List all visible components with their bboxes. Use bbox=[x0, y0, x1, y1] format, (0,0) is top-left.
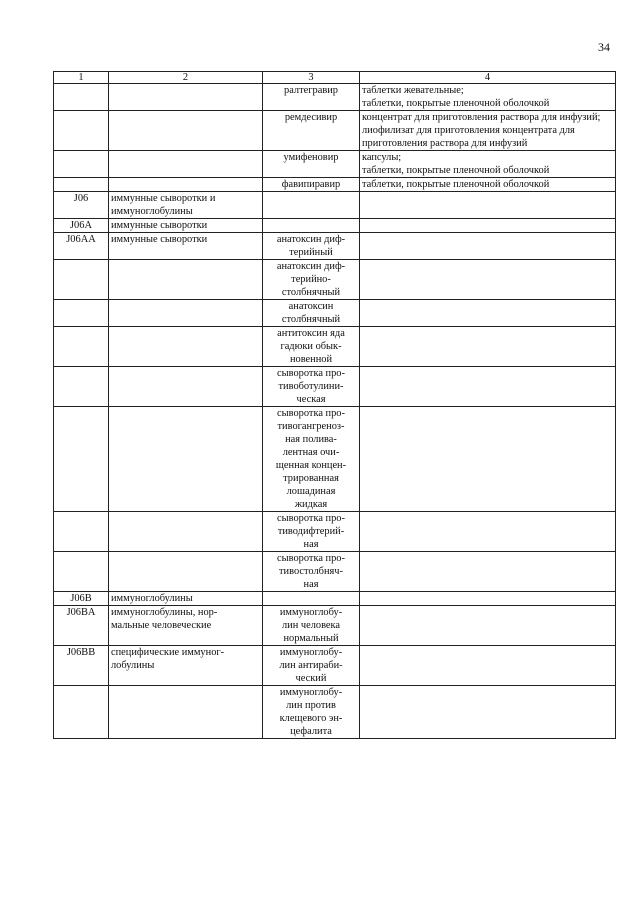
atc-code-cell: J06BA bbox=[54, 606, 109, 646]
drug-name-cell bbox=[263, 592, 360, 606]
anatomical-group-cell bbox=[109, 367, 263, 407]
header-cell-2: 2 bbox=[109, 72, 263, 84]
anatomical-group-cell bbox=[109, 151, 263, 178]
anatomical-group-cell bbox=[109, 552, 263, 592]
table-row bbox=[54, 606, 616, 646]
anatomical-group-cell bbox=[109, 686, 263, 739]
table-row bbox=[54, 512, 616, 552]
dosage-forms-cell: таблетки жевательные; таблетки, покрытые пленочной оболочкой bbox=[360, 84, 616, 111]
anatomical-group-cell bbox=[109, 300, 263, 327]
atc-code-cell: J06BB bbox=[54, 646, 109, 686]
dosage-forms-cell bbox=[360, 407, 616, 512]
medication-table bbox=[53, 71, 616, 739]
dosage-forms-cell bbox=[360, 260, 616, 300]
drug-name-cell: иммуноглобу- лин человека нормальный bbox=[263, 606, 360, 646]
atc-code-cell bbox=[54, 178, 109, 192]
anatomical-group-cell bbox=[109, 178, 263, 192]
atc-code-cell bbox=[54, 327, 109, 367]
atc-code-cell bbox=[54, 111, 109, 151]
table-row bbox=[54, 367, 616, 407]
drug-name-cell: иммуноглобу- лин против клещевого эн- цефалита bbox=[263, 686, 360, 739]
dosage-forms-cell: концентрат для приготовления раствора для инфузий; лиофилизат для приготовления концентрата для приготовления раствора для инфузий bbox=[360, 111, 616, 151]
dosage-forms-cell: таблетки, покрытые пленочной оболочкой bbox=[360, 178, 616, 192]
anatomical-group-cell bbox=[109, 111, 263, 151]
page-number: 34 bbox=[598, 40, 610, 54]
anatomical-group-cell bbox=[109, 512, 263, 552]
anatomical-group-cell: иммуноглобулины, нор- мальные человеческие bbox=[109, 606, 263, 646]
dosage-forms-cell bbox=[360, 219, 616, 233]
table-row bbox=[54, 219, 616, 233]
header-cell-4: 4 bbox=[360, 72, 616, 84]
dosage-forms-cell bbox=[360, 367, 616, 407]
drug-name-cell: анатоксин столбнячный bbox=[263, 300, 360, 327]
table-row bbox=[54, 592, 616, 606]
table-row bbox=[54, 111, 616, 151]
dosage-forms-cell bbox=[360, 606, 616, 646]
drug-name-cell: ралтегравир bbox=[263, 84, 360, 111]
dosage-forms-cell bbox=[360, 552, 616, 592]
atc-code-cell: J06AA bbox=[54, 233, 109, 260]
table-row bbox=[54, 192, 616, 219]
anatomical-group-cell bbox=[109, 407, 263, 512]
drug-name-cell: сыворотка про- тивоботулини- ческая bbox=[263, 367, 360, 407]
table-row bbox=[54, 84, 616, 111]
atc-code-cell: J06 bbox=[54, 192, 109, 219]
atc-code-cell bbox=[54, 84, 109, 111]
atc-code-cell bbox=[54, 151, 109, 178]
table-header-row bbox=[54, 72, 616, 84]
table-row bbox=[54, 407, 616, 512]
anatomical-group-cell: иммунные сыворотки bbox=[109, 219, 263, 233]
table-row bbox=[54, 233, 616, 260]
drug-name-cell: антитоксин яда гадюки обык- новенной bbox=[263, 327, 360, 367]
drug-name-cell bbox=[263, 219, 360, 233]
atc-code-cell: J06B bbox=[54, 592, 109, 606]
atc-code-cell bbox=[54, 367, 109, 407]
dosage-forms-cell bbox=[360, 300, 616, 327]
table-row bbox=[54, 151, 616, 178]
atc-code-cell bbox=[54, 686, 109, 739]
drug-name-cell: анатоксин диф- терийный bbox=[263, 233, 360, 260]
anatomical-group-cell bbox=[109, 327, 263, 367]
drug-name-cell bbox=[263, 192, 360, 219]
atc-code-cell bbox=[54, 407, 109, 512]
table-row bbox=[54, 686, 616, 739]
anatomical-group-cell: иммуноглобулины bbox=[109, 592, 263, 606]
table-row bbox=[54, 260, 616, 300]
table-row bbox=[54, 300, 616, 327]
atc-code-cell bbox=[54, 552, 109, 592]
dosage-forms-cell bbox=[360, 646, 616, 686]
drug-name-cell: умифеновир bbox=[263, 151, 360, 178]
atc-code-cell bbox=[54, 300, 109, 327]
anatomical-group-cell: специфические иммуног- лобулины bbox=[109, 646, 263, 686]
atc-code-cell bbox=[54, 512, 109, 552]
anatomical-group-cell bbox=[109, 260, 263, 300]
atc-code-cell: J06A bbox=[54, 219, 109, 233]
drug-name-cell: фавипиравир bbox=[263, 178, 360, 192]
table-row bbox=[54, 646, 616, 686]
drug-name-cell: анатоксин диф- терийно- столбнячный bbox=[263, 260, 360, 300]
dosage-forms-cell bbox=[360, 686, 616, 739]
dosage-forms-cell bbox=[360, 233, 616, 260]
dosage-forms-cell bbox=[360, 592, 616, 606]
dosage-forms-cell bbox=[360, 327, 616, 367]
header-cell-1: 1 bbox=[54, 72, 109, 84]
dosage-forms-cell bbox=[360, 192, 616, 219]
dosage-forms-cell bbox=[360, 512, 616, 552]
header-cell-3: 3 bbox=[263, 72, 360, 84]
drug-name-cell: сыворотка про- тивогангреноз- ная полива- лентная очи- щенная концен- трированная лошадиная жидкая bbox=[263, 407, 360, 512]
drug-name-cell: ремдесивир bbox=[263, 111, 360, 151]
drug-name-cell: иммуноглобу- лин антираби- ческий bbox=[263, 646, 360, 686]
anatomical-group-cell: иммунные сыворотки bbox=[109, 233, 263, 260]
drug-name-cell: сыворотка про- тиводифтерий- ная bbox=[263, 512, 360, 552]
table-row bbox=[54, 178, 616, 192]
drug-name-cell: сыворотка про- тивостолбняч- ная bbox=[263, 552, 360, 592]
table-row bbox=[54, 552, 616, 592]
anatomical-group-cell: иммунные сыворотки и иммуноглобулины bbox=[109, 192, 263, 219]
dosage-forms-cell: капсулы; таблетки, покрытые пленочной оболочкой bbox=[360, 151, 616, 178]
anatomical-group-cell bbox=[109, 84, 263, 111]
table-row bbox=[54, 327, 616, 367]
atc-code-cell bbox=[54, 260, 109, 300]
